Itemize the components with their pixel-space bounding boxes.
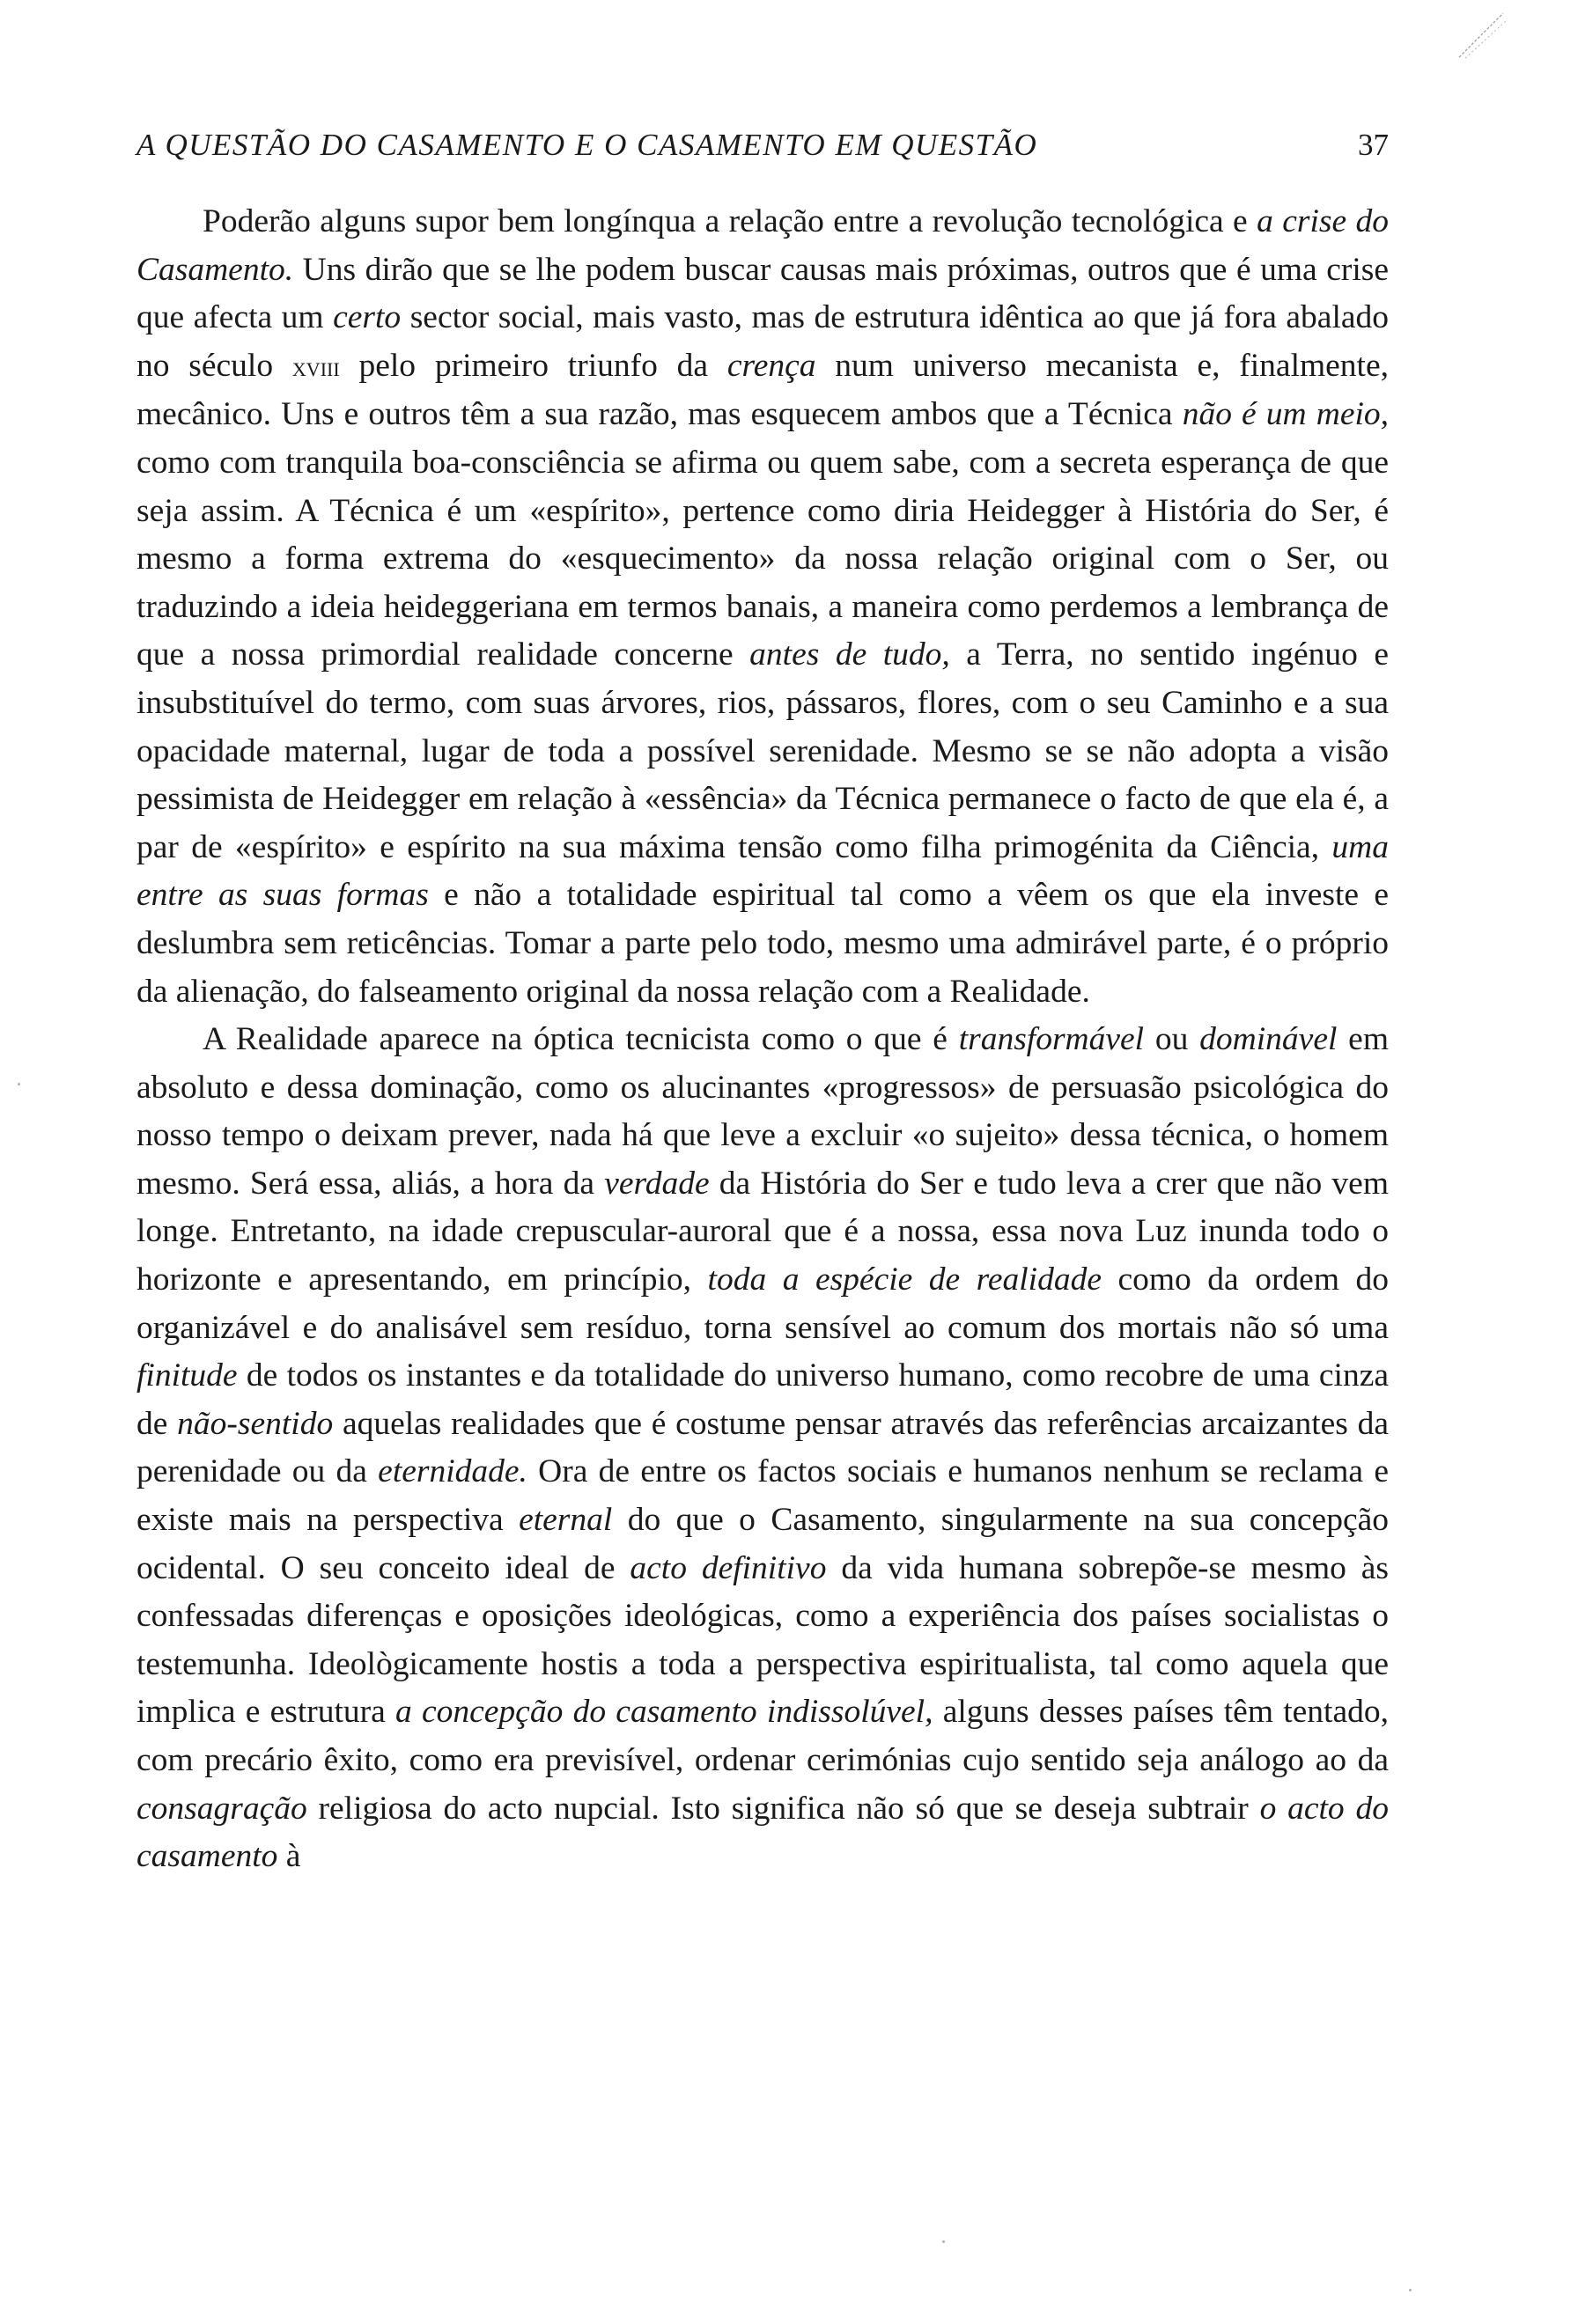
italic-run: antes de tudo, bbox=[749, 636, 950, 673]
text-run: A Realidade aparece na óptica tecnicista como o que é bbox=[203, 1021, 959, 1058]
text-run: a Terra, no sentido ingénuo e insubstituível do termo, com suas árvores, rios, pássaros, flores, com o seu Caminho e a sua opacidade maternal, lugar de toda a possível serenidade. Mesmo se se não adopta a visão pessimista de Heidegger em relação à «essência» da Técnica permanece o facto de que ela é, a par de «espírito» e espírito na sua máxima tensão como filha primogénita da Ciência, bbox=[136, 636, 1389, 865]
italic-run: dominável bbox=[1199, 1021, 1338, 1058]
margin-speck bbox=[942, 2240, 945, 2243]
margin-speck bbox=[18, 1083, 20, 1085]
italic-run: uma entre as suas formas bbox=[136, 828, 1389, 914]
italic-run: finitude bbox=[136, 1357, 238, 1394]
text-run: do que o Casamento, singularmente na sua concepção ocidental. O seu conceito ideal de bbox=[136, 1502, 1389, 1586]
small-caps-run: xviii bbox=[291, 351, 340, 382]
text-run: e não a totalidade espiritual tal como a vêem os que ela investe e deslumbra sem reticências. Tomar a parte pelo todo, mesmo uma admirável parte, é o próprio da alienação, do falseamento original da nossa relação com a Realidade. bbox=[136, 877, 1389, 1010]
text-run: religiosa do acto nupcial. Isto significa não só que se deseja subtrair bbox=[306, 1790, 1260, 1827]
text-run: Ora de entre os factos sociais e humanos nenhum se reclama e existe mais na perspectiva bbox=[136, 1453, 1389, 1539]
text-run: da vida humana sobrepõe-se mesmo às confessadas diferenças e oposições ideológicas, como a experiência dos países socialistas o testemunha. Ideològicamente hostis a toda a perspectiva espiritualista, tal como aquela que implica e estrutura bbox=[136, 1549, 1389, 1731]
text-run: Uns dirão que se lhe podem buscar causas mais próximas, outros que é uma crise que afecta um bbox=[136, 251, 1389, 336]
pen-scratch-mark bbox=[1455, 9, 1508, 62]
italic-run: eternidade. bbox=[378, 1453, 527, 1490]
italic-run: não-sentido bbox=[177, 1405, 334, 1442]
text-run: alguns desses países têm tentado, com precário êxito, como era previsível, ordenar cerimónias cujo sentido seja análogo ao da bbox=[136, 1694, 1389, 1778]
text-run: Poderão alguns supor bem longínqua a relação entre a revolução tecnológica e bbox=[203, 203, 1257, 239]
italic-run: eternal bbox=[519, 1502, 613, 1539]
margin-speck bbox=[1409, 2289, 1412, 2291]
text-run: em absoluto e dessa dominação, como os alucinantes «progressos» de persuasão psicológica do nosso tempo o deixam prever, nada há que leve a excluir «o sujeito» dessa técnica, o homem mesmo. Será essa, aliás, a hora da bbox=[136, 1021, 1389, 1202]
italic-run: toda a espécie de realidade bbox=[707, 1261, 1102, 1298]
text-run: de todos os instantes e da totalidade do universo humano, como recobre de uma cinza de bbox=[136, 1357, 1389, 1442]
page-header bbox=[136, 128, 1389, 172]
italic-run: o acto do casamento bbox=[136, 1790, 1389, 1875]
text-run: ou bbox=[1144, 1021, 1200, 1058]
text-run: sector social, mais vasto, mas de estrutura idêntica ao que já fora abalado no século bbox=[136, 299, 1390, 384]
italic-run: não é um meio, bbox=[1182, 396, 1390, 433]
page-number: 37 bbox=[1358, 128, 1389, 162]
italic-run: a crise do Casamento. bbox=[136, 203, 1389, 288]
italic-run: consagração bbox=[136, 1790, 307, 1827]
text-run: como com tranquila boa-consciência se afirma ou quem sabe, com a secreta esperança de que seja assim. A Técnica é um «espírito», pertence como diria Heidegger à História do Ser, é mesmo a forma extrema do «esquecimento» da nossa relação original com o Ser, ou traduzindo a ideia heideggeriana em termos banais, a maneira como perdemos a lembrança de que a nossa primordial realidade concerne bbox=[136, 444, 1389, 673]
body-text bbox=[136, 198, 1389, 1881]
italic-run: verdade bbox=[604, 1165, 710, 1202]
text-run: pelo primeiro triunfo da bbox=[339, 347, 727, 384]
italic-run: certo bbox=[333, 299, 402, 336]
italic-run: acto definitivo bbox=[630, 1549, 827, 1586]
paragraph bbox=[136, 1016, 1389, 1881]
italic-run: transformável bbox=[958, 1021, 1145, 1058]
text-run: da História do Ser e tudo leva a crer que não vem longe. Entretanto, na idade crepuscular-auroral que é a nossa, essa nova Luz inunda todo o horizonte e apresentando, em princípio, bbox=[136, 1165, 1389, 1298]
italic-run: a concepção do casamento indissolúvel, bbox=[395, 1694, 933, 1731]
italic-run: crença bbox=[726, 347, 816, 384]
text-run: como da ordem do organizável e do analisável sem resíduo, torna sensível ao comum dos mortais não só uma bbox=[136, 1261, 1389, 1346]
paragraph bbox=[136, 198, 1389, 1016]
text-run: num universo mecanista e, finalmente, mecânico. Uns e outros têm a sua razão, mas esquecem ambos que a Técnica bbox=[136, 347, 1389, 433]
text-run: à bbox=[277, 1838, 301, 1875]
running-head: A QUESTÃO DO CASAMENTO E O CASAMENTO EM QUESTÃO bbox=[136, 128, 1038, 162]
text-run: aquelas realidades que é costume pensar através das referências arcaizantes da perenidade ou da bbox=[136, 1405, 1389, 1490]
